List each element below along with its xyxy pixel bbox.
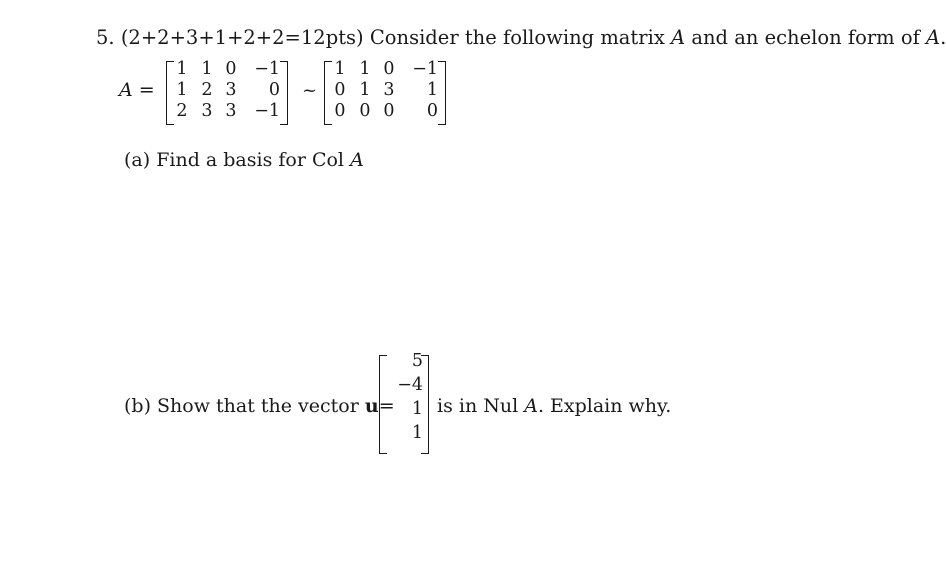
statement-period: . xyxy=(940,26,946,49)
matrix-cell: 0 xyxy=(383,59,395,79)
matrix-symbol: A xyxy=(671,26,686,49)
matrix-echelon xyxy=(324,61,446,125)
nul-symbol: A xyxy=(524,395,538,417)
matrix-cell: 3 xyxy=(225,80,237,100)
similar-sign: ~ xyxy=(302,80,318,101)
matrix-cell: 3 xyxy=(201,101,213,121)
matrix-cell: 1 xyxy=(359,59,371,79)
matrix-cell: 1 xyxy=(176,59,188,79)
matrix-cell: 0 xyxy=(359,101,371,121)
statement-mid: and an echelon form of xyxy=(691,26,920,49)
matrix-cell: −1 xyxy=(254,59,280,79)
matrix-cell: 3 xyxy=(225,101,237,121)
matrix-cell: 2 xyxy=(176,101,188,121)
matrix-cell: 0 xyxy=(268,80,280,100)
part-b-label: (b) Show that the vector xyxy=(124,395,359,417)
matrix-symbol-end: A xyxy=(926,26,941,49)
matrix-cell: 3 xyxy=(383,80,395,100)
part-b-explain: . Explain why. xyxy=(537,395,672,417)
part-b xyxy=(124,395,395,417)
matrix-cell: −1 xyxy=(412,59,438,79)
part-a xyxy=(124,149,364,171)
right-bracket xyxy=(280,61,288,125)
matrix-cell: 0 xyxy=(383,101,395,121)
statement-prefix: Consider the following matrix xyxy=(369,26,665,49)
matrix-cell: 1 xyxy=(334,59,346,79)
part-b-after: is in Nul xyxy=(437,395,519,417)
part-a-label: (a) Find a basis for Col xyxy=(124,149,345,171)
vector-entry: 1 xyxy=(411,423,423,443)
equals-sign: = xyxy=(138,79,155,101)
matrix-cell: 0 xyxy=(225,59,237,79)
part-b-tail xyxy=(437,395,671,417)
vector-entry: 1 xyxy=(411,399,423,419)
matrix-cell: 1 xyxy=(426,80,438,100)
vector-entry: 5 xyxy=(411,351,423,371)
problem-number: 5. xyxy=(96,26,115,49)
problem-points: (2+2+3+1+2+2=12pts) xyxy=(120,26,364,49)
matrix-cell: −1 xyxy=(254,101,280,121)
matrix-cell: 1 xyxy=(201,59,213,79)
matrix-a xyxy=(166,61,288,125)
vector-symbol: u xyxy=(364,395,379,417)
matrix-cell: 1 xyxy=(176,80,188,100)
right-bracket xyxy=(438,61,446,125)
vector-u xyxy=(379,351,429,454)
part-a-symbol: A xyxy=(350,149,364,171)
equation-lhs xyxy=(119,79,155,101)
lhs-symbol: A xyxy=(119,79,133,101)
matrix-cell: 2 xyxy=(201,80,213,100)
matrix-cell: 0 xyxy=(334,101,346,121)
matrix-cell: 0 xyxy=(334,80,346,100)
vector-entry: −4 xyxy=(397,375,423,395)
matrix-cell: 0 xyxy=(426,101,438,121)
vector-equals: = xyxy=(378,395,395,417)
problem-statement xyxy=(96,26,946,49)
matrix-cell: 1 xyxy=(359,80,371,100)
